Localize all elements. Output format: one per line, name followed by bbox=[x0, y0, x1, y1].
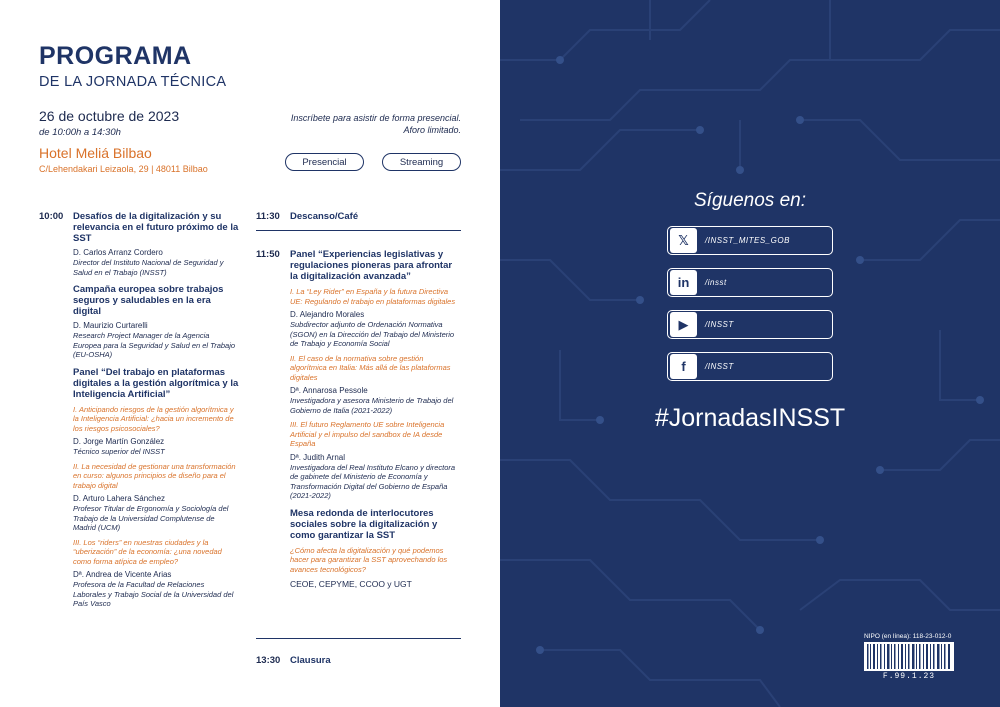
session-time: 10:00 bbox=[39, 211, 64, 222]
roundtable-title: Mesa redonda de interlocutores sociales sobre la digitalización y como garantizar la SST bbox=[290, 507, 438, 541]
speaker-affiliation: Profesora de la Facultad de Relaciones Laborales y Trabajo Social de la Universidad del País Vasco bbox=[73, 580, 234, 608]
social-facebook-link[interactable] bbox=[667, 352, 833, 381]
session-title: Campaña europea sobre trabajos seguros y saludables en la era digital bbox=[73, 284, 224, 317]
session-1130 bbox=[256, 211, 461, 222]
session-time: 11:50 bbox=[256, 249, 280, 260]
barcode bbox=[864, 642, 954, 671]
hashtag: #JornadasINSST bbox=[654, 404, 846, 432]
speaker-name: Dª. Annarosa Pessole bbox=[290, 386, 368, 395]
panel-title: Panel “Del trabajo en plataformas digitales a la gestión algorítmica y la Inteligencia Artificial” bbox=[73, 366, 239, 400]
social-handle: /INSST bbox=[705, 362, 734, 371]
barcode-number: F.99.1.23 bbox=[882, 672, 936, 681]
social-handle: /INSST_MITES_GOB bbox=[705, 236, 790, 245]
speaker-name: D. Arturo Lahera Sánchez bbox=[73, 494, 166, 503]
speaker-affiliation: Técnico superior del INSST bbox=[73, 447, 165, 456]
speaker-affiliation: Investigadora y asesora Ministerio de Trabajo del Gobierno de Italia (2021-2022) bbox=[290, 396, 454, 415]
facebook-icon: f bbox=[670, 354, 697, 379]
roundtable-question: ¿Cómo afecta la digitalización y qué podemos hacer para garantizar la SST aprovechando los avances tecnológicos? bbox=[290, 545, 448, 574]
speaker-name: D. Alejandro Morales bbox=[290, 310, 365, 319]
talk-topic: I. La “Ley Rider” en España y la futura Directiva UE: Regulando el trabajo en plataformas digitales bbox=[290, 287, 456, 306]
speaker-name: D. Jorge Martín González bbox=[73, 437, 165, 446]
session-1000 bbox=[39, 211, 239, 609]
x-icon: 𝕏 bbox=[670, 228, 697, 253]
session-time: 13:30 bbox=[256, 655, 281, 666]
speaker-name: Dª. Judith Arnal bbox=[290, 452, 345, 462]
session-1150 bbox=[256, 249, 461, 589]
schedule-column-2 bbox=[256, 211, 461, 589]
signup-line-2: Aforo limitado. bbox=[403, 125, 461, 135]
speaker-affiliation: Subdirector adjunto de Ordenación Normativa (SGON) en la Dirección del Trabajo del Ministerio de Trabajo y Economía Social bbox=[290, 320, 455, 348]
speaker-affiliation: Director del Instituto Nacional de Seguridad y Salud en el Trabajo (INSST) bbox=[73, 258, 224, 277]
event-time: de 10:00h a 14:30h bbox=[39, 127, 121, 138]
speaker-name: D. Carlos Arranz Cordero bbox=[73, 248, 163, 257]
event-address: C/Lehendakari Leizaola, 29 | 48011 Bilbao bbox=[39, 164, 208, 174]
speaker-affiliation: Research Project Manager de la Agencia Europea para la Seguridad y Salud en el Trabajo (EU-OSHA) bbox=[73, 331, 236, 359]
session-title: Descanso/Café bbox=[290, 211, 359, 222]
talk-topic: II. El caso de la normativa sobre gestión algorítmica en Italia: Más allá de las plataformas digitales bbox=[290, 353, 451, 382]
talk-topic: III. Los “riders” en nuestras ciudades y la “uberización” de la economía: ¿una novedad como forma atípica de empleo? bbox=[73, 537, 222, 566]
event-venue: Hotel Meliá Bilbao bbox=[39, 145, 152, 161]
linkedin-icon: in bbox=[670, 270, 697, 295]
session-time: 11:30 bbox=[256, 211, 280, 222]
schedule-column-1 bbox=[39, 211, 239, 609]
nipo-code: NIPO (en línea): 118-23-012-0 bbox=[864, 633, 952, 640]
social-youtube-link[interactable] bbox=[667, 310, 833, 339]
session-title: Desafíos de la digitalización y su relevancia en el futuro próximo de la SST bbox=[73, 211, 239, 244]
event-date: 26 de octubre de 2023 bbox=[39, 108, 180, 124]
page-title: PROGRAMA bbox=[39, 42, 192, 70]
session-1330 bbox=[256, 655, 461, 666]
speaker-affiliation: Investigadora del Real Instituto Elcano y directora de gabinete del Ministerio de Economía y Transformación Digital del Gobierno de España (2021-2022) bbox=[290, 462, 456, 500]
talk-topic: II. La necesidad de gestionar una transformación en curso: algunos principios de diseño para el trabajo digital bbox=[73, 461, 236, 490]
social-linkedin-link[interactable] bbox=[667, 268, 833, 297]
speaker-name: Dª. Andrea de Vicente Arias bbox=[73, 570, 172, 579]
divider bbox=[256, 638, 461, 639]
youtube-icon: ▶ bbox=[670, 312, 697, 337]
social-x-link[interactable] bbox=[667, 226, 833, 255]
session-title: Clausura bbox=[290, 655, 331, 666]
page-subtitle: DE LA JORNADA TÉCNICA bbox=[39, 74, 227, 90]
social-handle: /insst bbox=[705, 278, 727, 287]
talk-topic: III. El futuro Reglamento UE sobre Inteligencia Artificial y el impulso del sandbox de IA desde España bbox=[290, 420, 445, 448]
speaker-affiliation: Profesor Titular de Ergonomía y Sociología del Trabajo de la Universidad Complutense de Madrid (UCM) bbox=[73, 504, 229, 532]
signup-line-1: Inscríbete para asistir de forma presencial. bbox=[290, 113, 461, 123]
panel-title: Panel “Experiencias legislativas y regulaciones pioneras para afrontar la digitalización avanzada” bbox=[290, 249, 453, 282]
speaker-name: D. Maurizio Curtarelli bbox=[73, 321, 148, 330]
follow-us-heading: Síguenos en: bbox=[694, 190, 806, 211]
talk-topic: I. Anticipando riesgos de la gestión algorítmica y la Inteligencia Artificial: ¿hacia un incremento de los riesgos psicosociales? bbox=[73, 404, 234, 433]
roundtable-organizations: CEOE, CEPYME, CCOO y UGT bbox=[290, 579, 412, 589]
presencial-button[interactable]: Presencial bbox=[285, 153, 364, 171]
social-handle: /INSST bbox=[705, 320, 734, 329]
divider bbox=[256, 230, 461, 231]
signup-note bbox=[250, 112, 461, 136]
streaming-button[interactable]: Streaming bbox=[382, 153, 461, 171]
